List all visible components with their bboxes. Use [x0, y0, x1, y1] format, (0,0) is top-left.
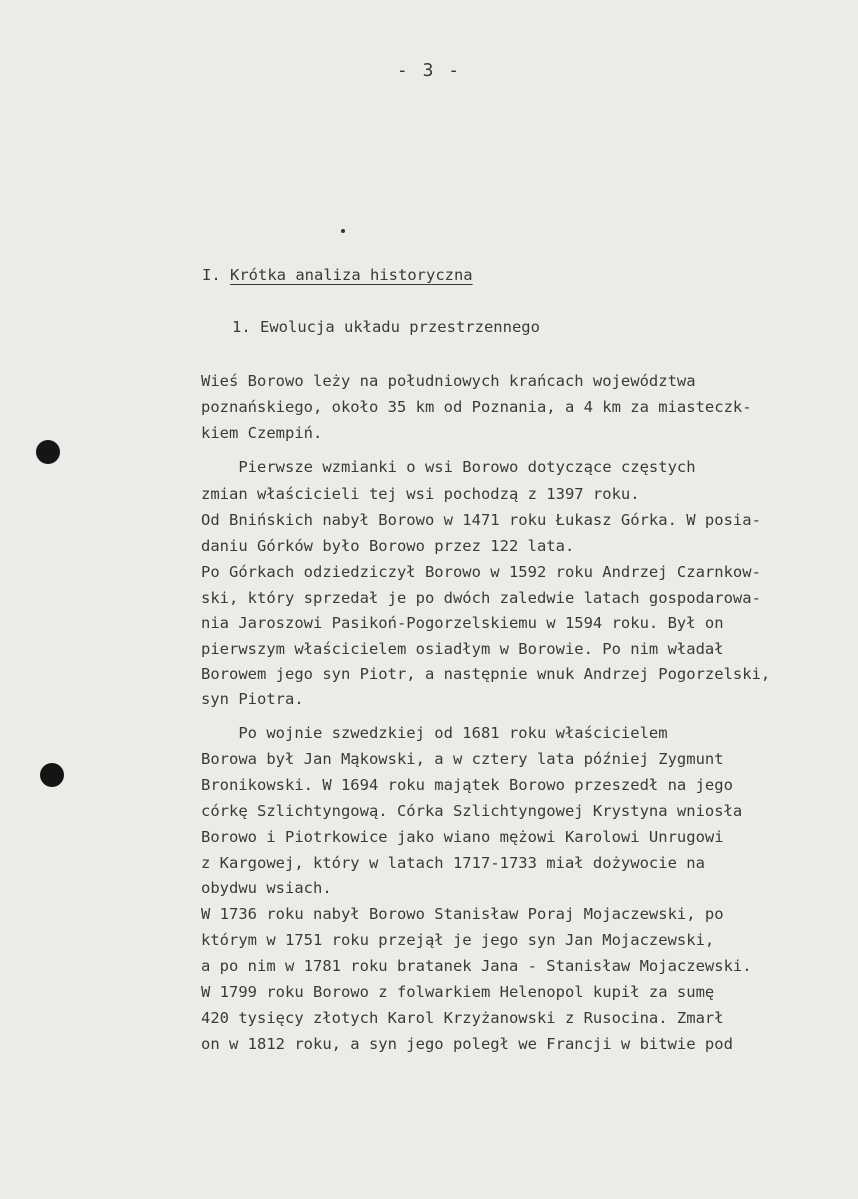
text-line: Od Bnińskich nabył Borowo w 1471 roku Łukasz Górka. W posia- [201, 511, 761, 529]
text-line: pierwszym właścicielem osiadłym w Borowie. Po nim władał [201, 640, 724, 658]
text-line: córkę Szlichtyngową. Córka Szlichtyngowej Krystyna wniosła [201, 802, 743, 820]
text-line: syn Piotra. [201, 690, 304, 708]
text-line: 420 tysięcy złotych Karol Krzyżanowski z Rusocina. Zmarł [201, 1009, 724, 1027]
text-line: obydwu wsiach. [201, 879, 332, 897]
text-line: W 1799 roku Borowo z folwarkiem Helenopol kupił za sumę [201, 983, 715, 1001]
text-line: kiem Czempiń. [201, 424, 323, 442]
binder-hole-bottom [40, 763, 64, 787]
text-line: Wieś Borowo leży na południowych krańcach województwa [201, 372, 696, 390]
text-line: Po Górkach odziedziczył Borowo w 1592 roku Andrzej Czarnkow- [201, 563, 761, 581]
text-line: Borowem jego syn Piotr, a następnie wnuk Andrzej Pogorzelski, [201, 665, 771, 683]
subsection-heading: 1. Ewolucja układu przestrzennego [232, 318, 540, 336]
text-line: ski, który sprzedał je po dwóch zaledwie latach gospodarowa- [201, 589, 761, 607]
section-title: Krótka analiza historyczna [230, 266, 473, 284]
text-line: z Kargowej, który w latach 1717-1733 miał dożywocie na [201, 854, 705, 872]
text-line: Bronikowski. W 1694 roku majątek Borowo przeszedł na jego [201, 776, 733, 794]
text-line: Borowo i Piotrkowice jako wiano mężowi Karolowi Unrugowi [201, 828, 724, 846]
text-line: W 1736 roku nabył Borowo Stanisław Poraj Mojaczewski, po [201, 905, 724, 923]
text-line: daniu Górków było Borowo przez 122 lata. [201, 537, 575, 555]
text-line: Po wojnie szwedzkiej od 1681 roku właścicielem [201, 724, 668, 742]
section-numeral: I. [202, 266, 221, 284]
text-line: poznańskiego, około 35 km od Poznania, a 4 km za miasteczk- [201, 398, 752, 416]
text-line: on w 1812 roku, a syn jego poległ we Francji w bitwie pod [201, 1035, 733, 1053]
text-line: a po nim w 1781 roku bratanek Jana - Stanisław Mojaczewski. [201, 957, 752, 975]
page-number: - 3 - [396, 60, 462, 81]
binder-hole-top [36, 440, 60, 464]
text-line: którym w 1751 roku przejął je jego syn Jan Mojaczewski, [201, 931, 715, 949]
paper-speck [341, 229, 345, 233]
text-line: Pierwsze wzmianki o wsi Borowo dotyczące częstych [201, 458, 696, 476]
text-line: Borowa był Jan Mąkowski, a w cztery lata później Zygmunt [201, 750, 724, 768]
text-line: nia Jaroszowi Pasikoń-Pogorzelskiemu w 1594 roku. Był on [201, 614, 724, 632]
text-line: zmian właścicieli tej wsi pochodzą z 1397 roku. [201, 485, 640, 503]
section-heading [202, 266, 473, 284]
